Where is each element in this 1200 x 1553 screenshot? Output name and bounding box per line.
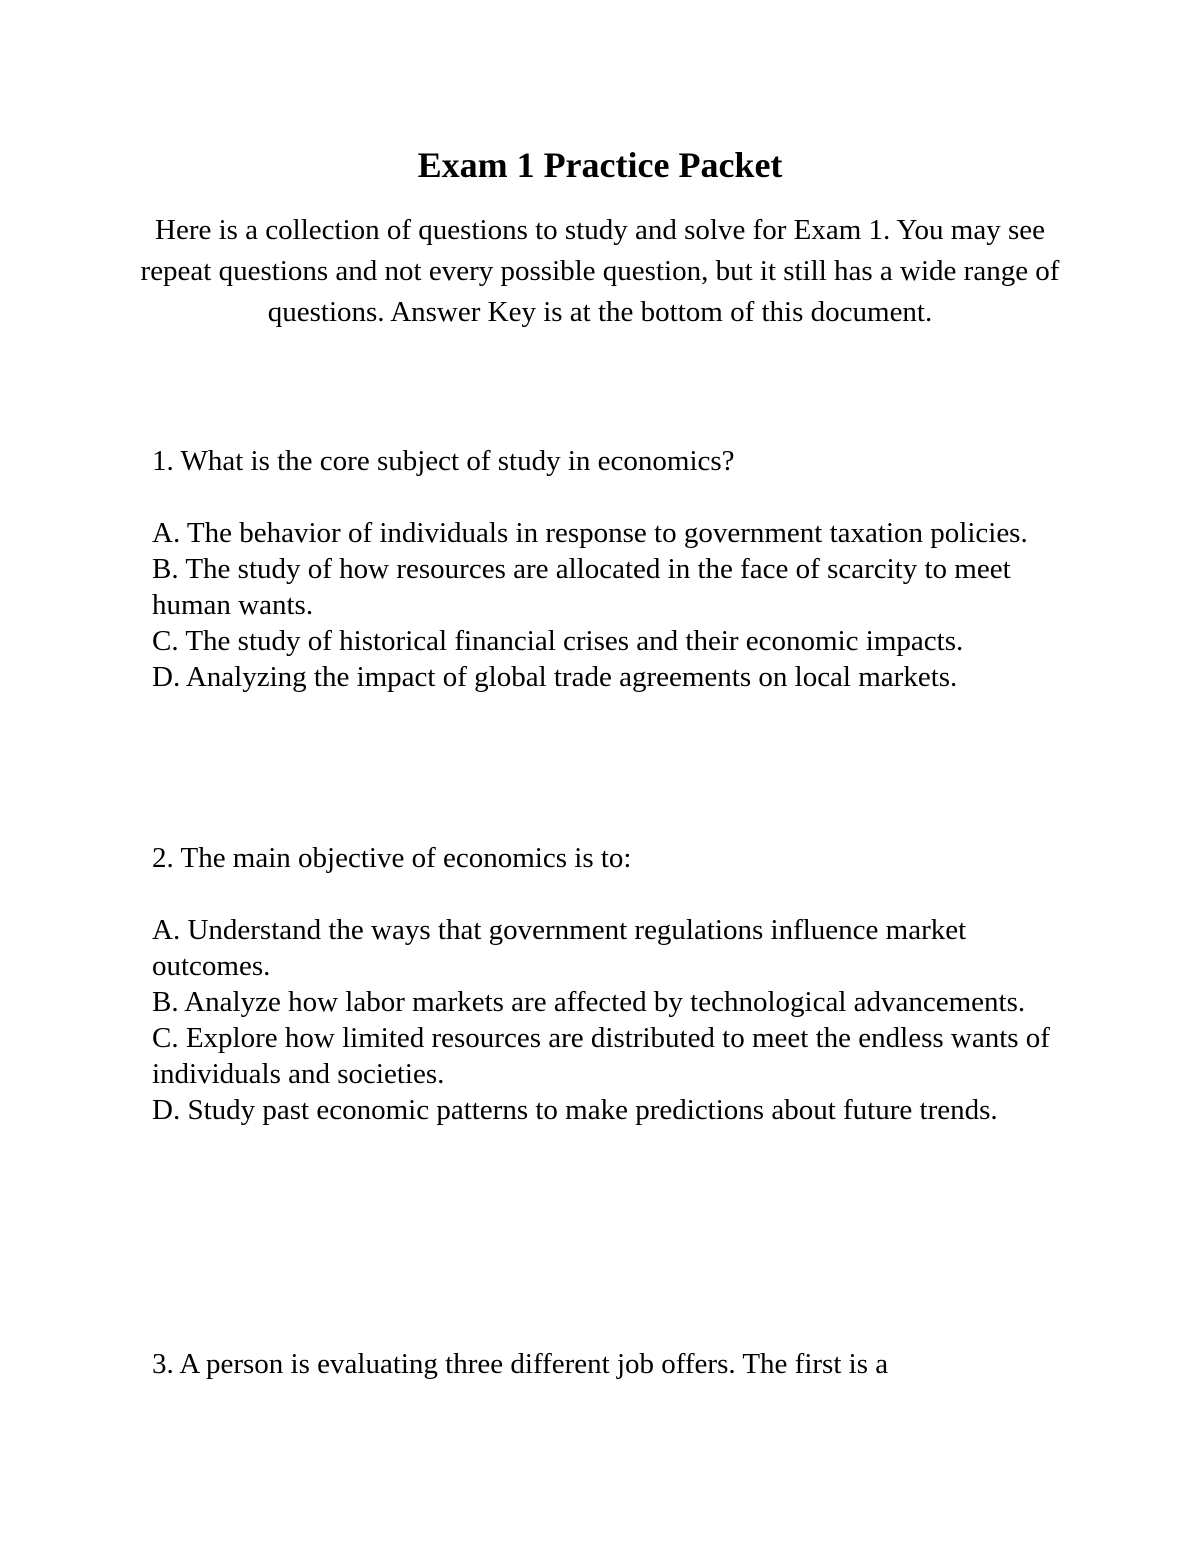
- question-stem: 1. What is the core subject of study in economics?: [152, 445, 735, 477]
- option-d: D. Study past economic patterns to make predictions about future trends.: [152, 1094, 998, 1126]
- question-1: [152, 443, 1052, 695]
- option-c: C. Explore how limited resources are distributed to meet the endless wants of individuals and societies.: [152, 1022, 1050, 1090]
- question-stem: 2. The main objective of economics is to:: [152, 842, 632, 874]
- question-2: [152, 840, 1052, 1128]
- question-stem: 3. A person is evaluating three different job offers. The first is a: [152, 1348, 889, 1380]
- question-3: [152, 1346, 1052, 1382]
- answer-options: [152, 515, 1052, 695]
- intro-paragraph: Here is a collection of questions to study and solve for Exam 1. You may see repeat questions and not every possible question, but it still has a wide range of questions. Answer Key is at the bottom of this document.: [140, 214, 1060, 328]
- page-title: Exam 1 Practice Packet: [417, 145, 783, 185]
- answer-options: [152, 912, 1052, 1128]
- option-b: B. Analyze how labor markets are affected by technological advancements.: [152, 986, 1026, 1018]
- option-d: D. Analyzing the impact of global trade agreements on local markets.: [152, 661, 958, 693]
- option-c: C. The study of historical financial crises and their economic impacts.: [152, 625, 964, 657]
- option-a: A. Understand the ways that government regulations influence market outcomes.: [152, 914, 967, 982]
- option-a: A. The behavior of individuals in response to government taxation policies.: [152, 517, 1028, 549]
- option-b: B. The study of how resources are allocated in the face of scarcity to meet human wants.: [152, 553, 1011, 621]
